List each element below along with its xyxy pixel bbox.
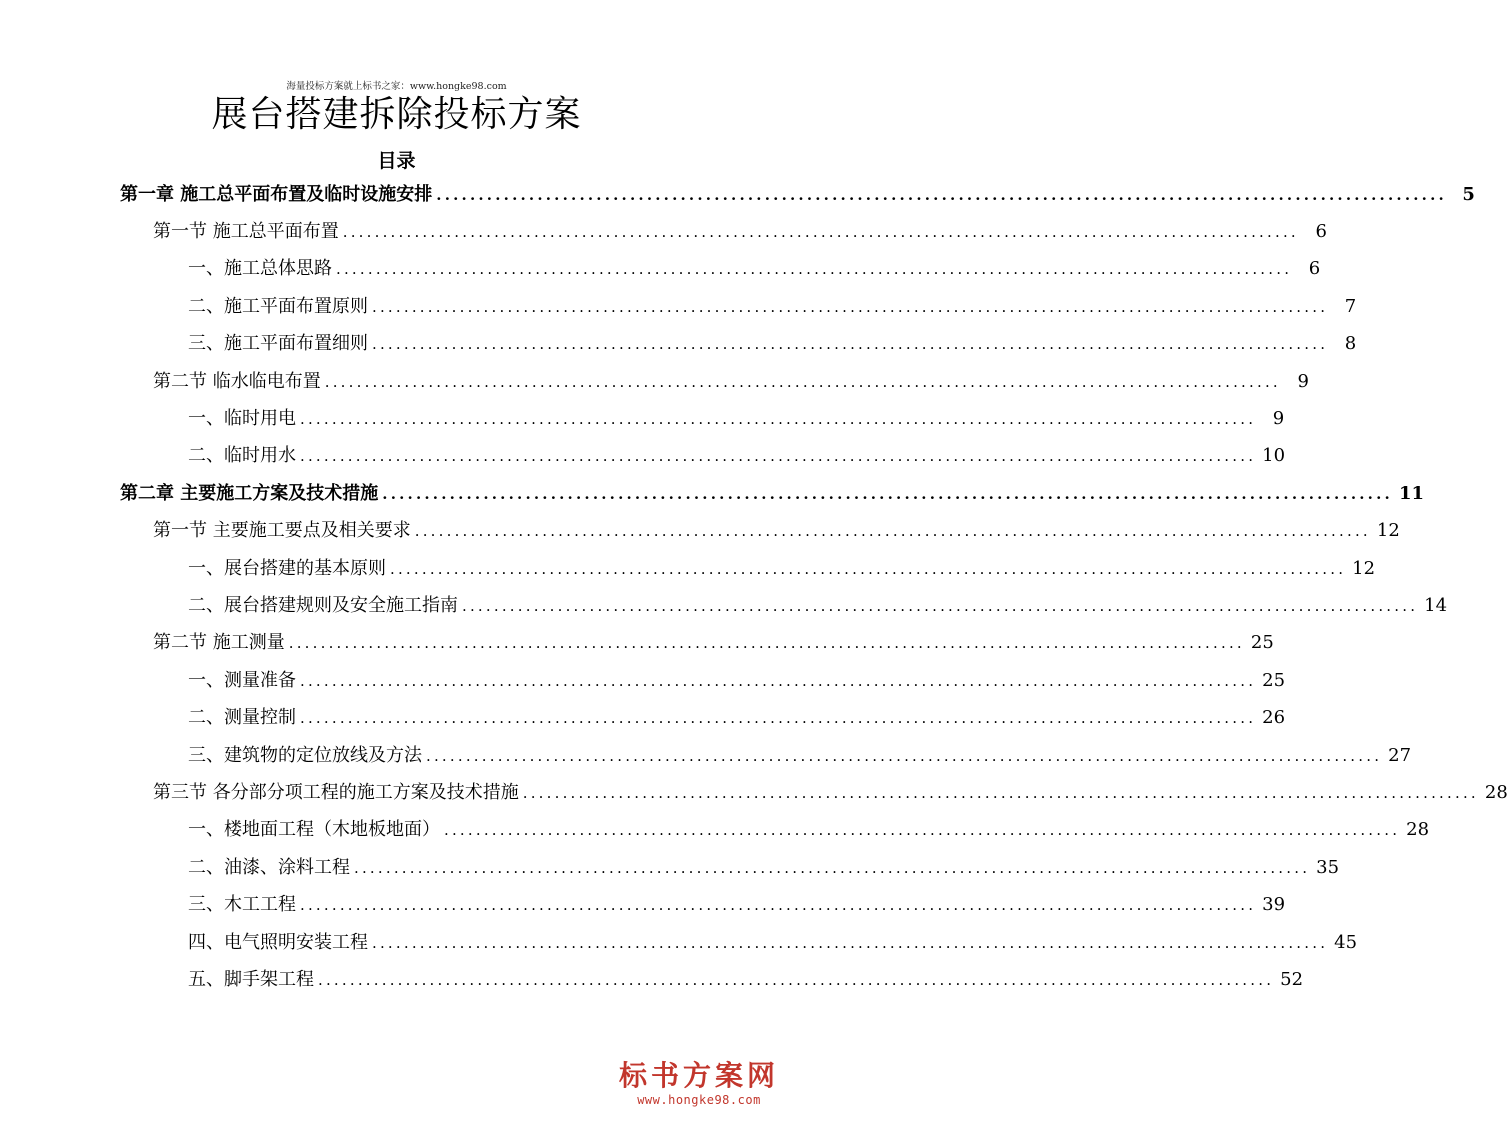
watermark-brand: 标书方案网 [619, 1059, 780, 1092]
toc-entry[interactable] [0, 886, 1286, 923]
toc-entry-title: 二、展台搭建规则及安全施工指南 [188, 594, 458, 616]
toc-entry-page: 35 [1316, 856, 1340, 878]
toc-entry[interactable] [0, 251, 1321, 288]
toc-entry-page: 52 [1280, 968, 1304, 990]
toc-entry[interactable] [0, 625, 1274, 662]
toc-entry-title: 第三节 各分部分项工程的施工方案及技术措施 [153, 781, 519, 803]
toc-leader-dots: ........................................................................................................................ [336, 260, 1293, 279]
toc-leader-dots: ........................................................................................................................ [382, 484, 1393, 503]
watermark-url: www.hongke98.com [637, 1093, 761, 1107]
toc-leader-dots: ........................................................................................................................ [324, 372, 1281, 391]
toc-leader-dots: ........................................................................................................................ [426, 746, 1383, 765]
toc-entry-page: 6 [1308, 258, 1321, 280]
toc-entry-page: 39 [1262, 894, 1286, 916]
toc-entry-page: 11 [1398, 482, 1424, 504]
toc-entry-title: 三、施工平面布置细则 [188, 333, 368, 355]
toc-entry[interactable] [0, 662, 1286, 699]
toc-leader-dots: ........................................................................................................................ [372, 335, 1329, 354]
toc-entry-title: 第一节 施工总平面布置 [153, 221, 339, 243]
toc-entry[interactable] [0, 475, 1424, 512]
toc-entry-title: 五、脚手架工程 [188, 968, 314, 990]
table-of-contents [0, 176, 1508, 999]
toc-leader-dots: ........................................................................................................................ [300, 410, 1257, 429]
toc-entry-page: 6 [1315, 221, 1327, 243]
toc-entry[interactable] [0, 438, 1286, 475]
toc-leader-dots: ........................................................................................................................ [354, 858, 1311, 877]
toc-entry-title: 第一节 主要施工要点及相关要求 [153, 520, 411, 542]
toc-entry-title: 一、临时用电 [188, 408, 296, 430]
toc-entry-page: 10 [1262, 445, 1286, 467]
toc-leader-dots: ........................................................................................................................ [342, 223, 1299, 242]
toc-leader-dots: ........................................................................................................................ [300, 709, 1257, 728]
toc-entry-title: 二、施工平面布置原则 [188, 295, 368, 317]
toc-entry[interactable] [0, 812, 1430, 849]
toc-entry-title: 一、测量准备 [188, 669, 296, 691]
toc-entry[interactable] [0, 288, 1357, 325]
toc-entry[interactable] [0, 550, 1376, 587]
toc-entry-page: 25 [1262, 669, 1286, 691]
toc-leader-dots: ........................................................................................................................ [300, 671, 1257, 690]
toc-leader-dots: ........................................................................................................................ [444, 821, 1401, 840]
toc-heading: 目录 [377, 150, 416, 172]
toc-leader-dots: ........................................................................................................................ [462, 596, 1419, 615]
toc-entry-page: 8 [1344, 333, 1357, 355]
toc-leader-dots: ........................................................................................................................ [372, 933, 1329, 952]
toc-leader-dots: ........................................................................................................................ [372, 297, 1329, 316]
toc-leader-dots: ........................................................................................................................ [300, 447, 1257, 466]
toc-entry-title: 第二节 临水临电布置 [153, 370, 321, 392]
toc-entry-page: 12 [1352, 557, 1376, 579]
toc-leader-dots: ........................................................................................................................ [414, 522, 1371, 541]
toc-entry-page: 5 [1462, 183, 1475, 205]
toc-entry[interactable] [0, 326, 1357, 363]
toc-leader-dots: ........................................................................................................................ [390, 559, 1347, 578]
toc-entry-page: 14 [1424, 594, 1448, 616]
toc-entry-title: 第二节 施工测量 [153, 632, 285, 654]
toc-entry[interactable] [0, 513, 1400, 550]
toc-entry[interactable] [0, 961, 1304, 998]
toc-leader-dots: ........................................................................................................................ [522, 783, 1479, 802]
toc-entry[interactable] [0, 924, 1358, 961]
toc-entry[interactable] [0, 363, 1309, 400]
toc-entry-title: 二、油漆、涂料工程 [188, 856, 350, 878]
toc-entry-page: 27 [1388, 744, 1412, 766]
toc-entry[interactable] [0, 774, 1508, 811]
toc-entry-page: 26 [1262, 707, 1286, 729]
document-title: 展台搭建拆除投标方案 [211, 94, 582, 135]
toc-entry-title: 第二章 主要施工方案及技术措施 [120, 482, 379, 504]
toc-entry-page: 25 [1250, 632, 1274, 654]
toc-entry-title: 一、施工总体思路 [188, 258, 332, 280]
toc-leader-dots: ........................................................................................................................ [436, 185, 1447, 204]
toc-entry-page: 28 [1484, 781, 1508, 803]
toc-entry[interactable] [0, 849, 1340, 886]
toc-entry-title: 一、楼地面工程（木地板地面） [188, 819, 440, 841]
toc-entry-page: 28 [1406, 819, 1430, 841]
toc-entry[interactable] [0, 400, 1285, 437]
toc-entry[interactable] [0, 737, 1412, 774]
toc-entry[interactable] [0, 213, 1327, 250]
toc-leader-dots: ........................................................................................................................ [318, 970, 1275, 989]
toc-entry[interactable] [0, 176, 1475, 213]
toc-entry-title: 三、建筑物的定位放线及方法 [188, 744, 422, 766]
toc-entry-title: 二、测量控制 [188, 707, 296, 729]
toc-entry-page: 7 [1344, 295, 1357, 317]
toc-entry-title: 三、木工工程 [188, 894, 296, 916]
toc-leader-dots: ........................................................................................................................ [288, 634, 1245, 653]
toc-entry-page: 9 [1272, 408, 1285, 430]
toc-entry-title: 一、展台搭建的基本原则 [188, 557, 386, 579]
watermark-logo [619, 1060, 779, 1108]
toc-entry-title: 二、临时用水 [188, 445, 296, 467]
toc-entry-page: 45 [1334, 931, 1358, 953]
toc-entry[interactable] [0, 699, 1286, 736]
toc-entry-page: 9 [1297, 370, 1309, 392]
header-note: 海量投标方案就上标书之家：www.hongke98.com [286, 81, 507, 92]
toc-entry-title: 第一章 施工总平面布置及临时设施安排 [120, 183, 433, 205]
toc-entry-page: 12 [1376, 520, 1400, 542]
toc-entry[interactable] [0, 587, 1448, 624]
toc-entry-title: 四、电气照明安装工程 [188, 931, 368, 953]
toc-leader-dots: ........................................................................................................................ [300, 896, 1257, 915]
